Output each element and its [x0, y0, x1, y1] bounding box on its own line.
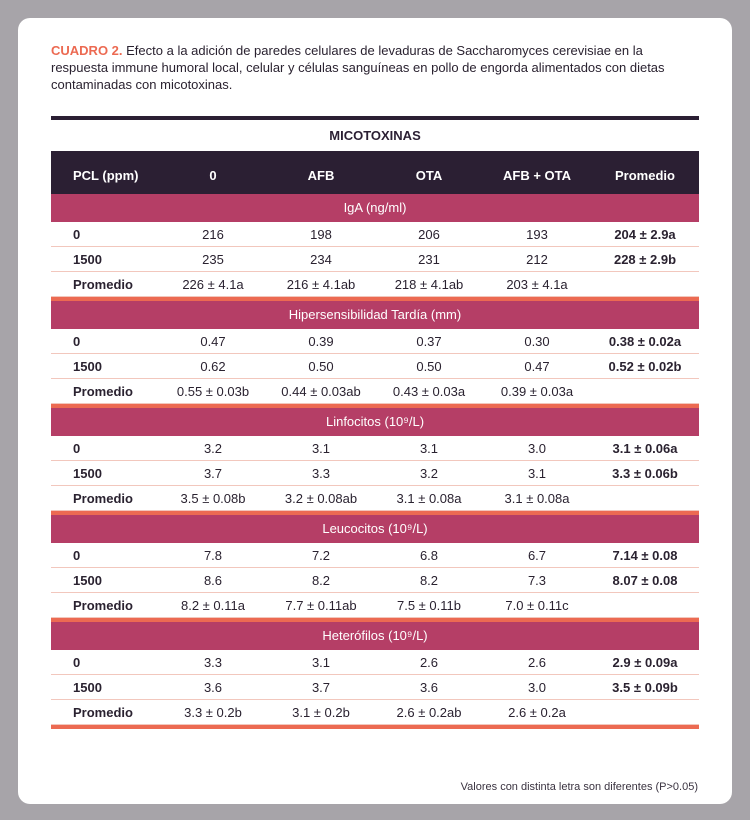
- section-title: Heterófilos (10⁹/L): [51, 622, 699, 650]
- table-caption: [51, 42, 701, 93]
- table-row: [51, 436, 699, 461]
- table-row: [51, 543, 699, 568]
- table-cell: 193: [526, 226, 548, 242]
- table-cell: 218 ± 4.1ab: [394, 276, 464, 292]
- table-cell: 7.2: [311, 547, 331, 563]
- table-cell: 6.7: [527, 547, 547, 563]
- row-label: 1500: [73, 679, 102, 695]
- row-label: Promedio: [73, 597, 133, 613]
- column-header: PCL (ppm): [73, 167, 139, 183]
- table-cell: 0.39: [308, 333, 334, 349]
- row-label: Promedio: [73, 276, 133, 292]
- table-cell: 2.6 ± 0.2a: [508, 704, 566, 720]
- table-card: [18, 18, 732, 804]
- column-header-row: [51, 156, 699, 194]
- table-cell: 2.6: [527, 654, 547, 670]
- group-header: MICOTOXINAS: [329, 128, 421, 143]
- table-cell: 0.62: [200, 358, 226, 374]
- table-cell: 3.2: [203, 440, 223, 456]
- table-cell: 212: [526, 251, 548, 267]
- column-header: Promedio: [615, 167, 675, 183]
- table-cell: 0.37: [416, 333, 442, 349]
- row-label: 1500: [73, 251, 102, 267]
- table-cell: 2.9 ± 0.09a: [612, 654, 678, 670]
- table-cell: 7.14 ± 0.08: [612, 547, 678, 563]
- table-cell: 216 ± 4.1ab: [286, 276, 356, 292]
- table-row: [51, 650, 699, 675]
- table-cell: 7.7 ± 0.11ab: [285, 597, 357, 613]
- table-cell: 206: [418, 226, 440, 242]
- table-cell: 8.07 ± 0.08: [612, 572, 678, 588]
- section-title: IgA (ng/ml): [51, 194, 699, 222]
- table-cell: 226 ± 4.1a: [182, 276, 244, 292]
- table-row: [51, 568, 699, 593]
- table-cell: 2.6: [419, 654, 439, 670]
- table-cell: 3.1: [311, 654, 331, 670]
- row-label: Promedio: [73, 383, 133, 399]
- table-cell: 3.1: [419, 440, 439, 456]
- table-cell: 7.0 ± 0.11c: [505, 597, 569, 613]
- table-row: [51, 329, 699, 354]
- table-cell: 235: [202, 251, 224, 267]
- table-row: [51, 379, 699, 404]
- table-cell: 0.55 ± 0.03b: [176, 383, 250, 399]
- table-cell: 0.39 ± 0.03a: [500, 383, 574, 399]
- row-label: 1500: [73, 572, 102, 588]
- table-cell: 2.6 ± 0.2ab: [396, 704, 462, 720]
- table-cell: 0.38 ± 0.02a: [608, 333, 682, 349]
- table-cell: 3.3: [203, 654, 223, 670]
- table-cell: 0.50: [308, 358, 334, 374]
- table-cell: 8.2: [419, 572, 439, 588]
- row-label: 0: [73, 440, 81, 456]
- table-cell: 216: [202, 226, 224, 242]
- table-row: [51, 700, 699, 725]
- table-cell: 3.3 ± 0.06b: [612, 465, 678, 481]
- table-cell: 3.6: [419, 679, 439, 695]
- table-cell: 3.2: [419, 465, 439, 481]
- table-cell: 198: [310, 226, 332, 242]
- data-table: [51, 116, 699, 729]
- column-header: AFB: [307, 167, 335, 183]
- table-cell: 3.1 ± 0.06a: [612, 440, 678, 456]
- table-cell: 3.7: [203, 465, 223, 481]
- table-row: [51, 272, 699, 297]
- table-cell: 203 ± 4.1a: [506, 276, 568, 292]
- table-cell: 7.8: [203, 547, 223, 563]
- table-cell: 3.7: [311, 679, 331, 695]
- table-body: [51, 194, 699, 729]
- table-cell: 0.44 ± 0.03ab: [281, 383, 361, 399]
- table-cell: 204 ± 2.9a: [614, 226, 676, 242]
- table-cell: 3.0: [527, 440, 547, 456]
- row-label: 1500: [73, 358, 102, 374]
- table-cell: 3.5 ± 0.09b: [612, 679, 678, 695]
- footnote: Valores con distinta letra son diferentes (P>0.05): [460, 781, 698, 793]
- column-header: OTA: [415, 167, 443, 183]
- table-cell: 8.6: [203, 572, 223, 588]
- section-title: Hipersensibilidad Tardía (mm): [51, 301, 699, 329]
- table-cell: 231: [418, 251, 440, 267]
- table-cell: 3.1 ± 0.08a: [504, 490, 570, 506]
- table-cell: 3.6: [203, 679, 223, 695]
- table-cell: 8.2 ± 0.11a: [181, 597, 245, 613]
- table-cell: 3.0: [527, 679, 547, 695]
- table-cell: 6.8: [419, 547, 439, 563]
- row-label: Promedio: [73, 704, 133, 720]
- table-cell: 0.52 ± 0.02b: [608, 358, 682, 374]
- table-cell: 3.3: [311, 465, 331, 481]
- table-cell: 0.43 ± 0.03a: [392, 383, 466, 399]
- row-label: Promedio: [73, 490, 133, 506]
- table-cell: 3.1 ± 0.08a: [396, 490, 462, 506]
- table-cell: 7.3: [527, 572, 547, 588]
- table-cell: 3.3 ± 0.2b: [184, 704, 242, 720]
- table-cell: 3.1: [311, 440, 331, 456]
- table-row: [51, 486, 699, 511]
- table-cell: 3.1: [527, 465, 547, 481]
- table-cell: 3.2 ± 0.08ab: [284, 490, 358, 506]
- section-title: Leucocitos (10⁹/L): [51, 515, 699, 543]
- table-cell: 3.1 ± 0.2b: [292, 704, 350, 720]
- table-cell: 0.47: [524, 358, 550, 374]
- row-label: 0: [73, 654, 81, 670]
- table-row: [51, 247, 699, 272]
- row-label: 0: [73, 333, 81, 349]
- table-cell: 0.47: [200, 333, 226, 349]
- table-cell: 228 ± 2.9b: [613, 251, 677, 267]
- row-label: 0: [73, 547, 81, 563]
- table-cell: 0.30: [524, 333, 550, 349]
- table-row: [51, 354, 699, 379]
- column-header: AFB + OTA: [502, 167, 571, 183]
- table-cell: 3.5 ± 0.08b: [180, 490, 246, 506]
- caption-label: CUADRO 2.: [51, 43, 123, 58]
- row-label: 1500: [73, 465, 102, 481]
- table-row: [51, 675, 699, 700]
- table-cell: 7.5 ± 0.11b: [397, 597, 461, 613]
- caption-text: Efecto a la adición de paredes celulares de levaduras de Saccharomyces cerevisiae en la respuesta immune humoral local, celular y células sanguíneas en pollo de engorda alimentados con dietas contaminadas con micotoxinas.: [51, 43, 665, 92]
- section-title: Linfocitos (10⁹/L): [51, 408, 699, 436]
- table-cell: 0.50: [416, 358, 442, 374]
- column-header: 0: [209, 167, 217, 183]
- table-cell: 234: [310, 251, 332, 267]
- table-row: [51, 222, 699, 247]
- row-label: 0: [73, 226, 81, 242]
- table-row: [51, 593, 699, 618]
- table-cell: 8.2: [311, 572, 331, 588]
- table-row: [51, 461, 699, 486]
- section-separator: [51, 725, 699, 729]
